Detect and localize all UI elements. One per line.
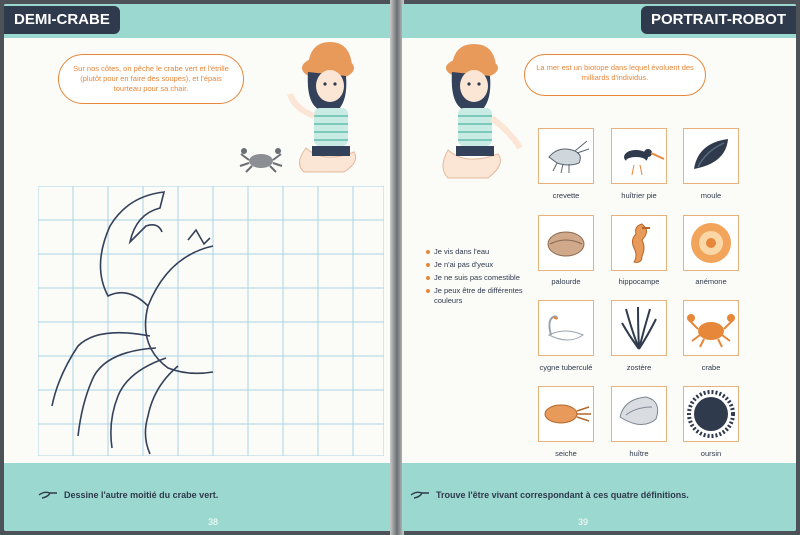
card-crabe[interactable] [683, 300, 739, 356]
child-character-icon [284, 24, 384, 184]
label-hippocampe: hippocampe [618, 277, 660, 286]
label-zostere: zostère [626, 363, 652, 372]
oystercatcher-icon [612, 129, 666, 183]
oyster-icon [612, 387, 666, 441]
card-cygne-tubercule[interactable] [538, 300, 594, 356]
page-number: 39 [578, 517, 589, 527]
page-title: DEMI-CRABE [4, 6, 120, 34]
list-item: Je peux être de différentes couleurs [426, 286, 526, 306]
label-seiche: seiche [555, 449, 577, 458]
seahorse-icon [612, 216, 666, 270]
card-seiche[interactable] [538, 386, 594, 442]
cuttlefish-icon [539, 387, 593, 441]
mussel-icon [684, 129, 738, 183]
label-oursin: oursin [700, 449, 722, 458]
clam-icon [539, 216, 593, 270]
crab-icon [684, 301, 738, 355]
card-crevette[interactable] [538, 128, 594, 184]
card-palourde[interactable] [538, 215, 594, 271]
speech-bubble [58, 54, 244, 104]
label-huitre: huître [629, 449, 649, 458]
instruction-row [410, 490, 689, 500]
speech-text: Sur nos côtes, on pêche le crabe vert et l'étrille (plutôt pour en faire des soupes), et l'épais tourteau pour sa chair. [73, 64, 229, 93]
hand-pointer-icon [410, 490, 430, 500]
label-moule: moule [700, 191, 722, 200]
label-huitrier-pie: huîtrier pie [621, 191, 657, 200]
list-item: Je ne suis pas comestible [426, 273, 526, 283]
instruction-text: Trouve l'être vivant correspondant à ces quatre définitions. [436, 490, 689, 500]
instruction-text: Dessine l'autre moitié du crabe vert. [64, 490, 219, 500]
drawing-grid[interactable] [38, 186, 384, 456]
seagrass-icon [612, 301, 666, 355]
list-item: Je vis dans l'eau [426, 247, 526, 257]
page-title: PORTRAIT-ROBOT [641, 6, 796, 34]
label-anemone: anémone [695, 277, 727, 286]
label-palourde: palourde [551, 277, 581, 286]
speech-bubble [524, 54, 706, 96]
shrimp-icon [539, 129, 593, 183]
card-huitre[interactable] [611, 386, 667, 442]
instruction-row [38, 490, 218, 500]
small-crab-icon [238, 146, 284, 174]
sea-urchin-icon [684, 387, 738, 441]
label-crabe: crabe [701, 363, 721, 372]
card-hippocampe[interactable] [611, 215, 667, 271]
card-moule[interactable] [683, 128, 739, 184]
label-cygne-tubercule: cygne tuberculé [539, 363, 593, 372]
swan-icon [539, 301, 593, 355]
half-crab-outline [52, 192, 213, 454]
card-oursin[interactable] [683, 386, 739, 442]
child-character-icon [436, 38, 526, 188]
card-anemone[interactable] [683, 215, 739, 271]
speech-text: La mer est un biotope dans lequel évoluent des milliards d'individus. [536, 63, 694, 82]
page-portrait-robot [402, 4, 796, 531]
card-huitrier-pie[interactable] [611, 128, 667, 184]
page-number: 38 [208, 517, 219, 527]
anemone-icon [684, 216, 738, 270]
page-demi-crabe [4, 4, 392, 531]
label-crevette: crevette [552, 191, 580, 200]
hand-pointer-icon [38, 490, 58, 500]
card-zostere[interactable] [611, 300, 667, 356]
list-item: Je n'ai pas d'yeux [426, 260, 526, 270]
definitions-list [426, 247, 526, 309]
